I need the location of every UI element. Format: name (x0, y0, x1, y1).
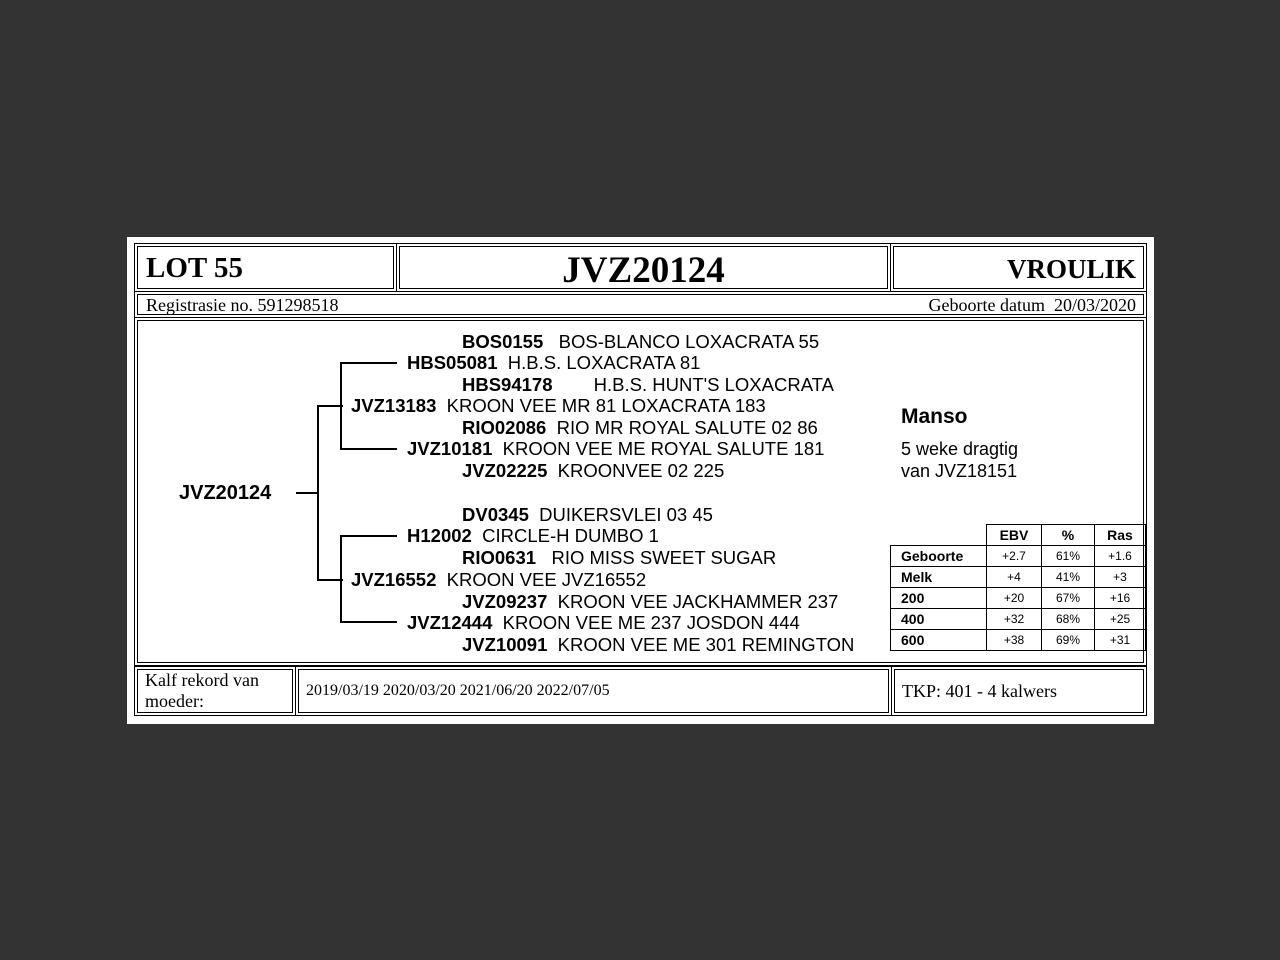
pedigree-sire-dam-sire: RIO02086 RIO MR ROYAL SALUTE 02 86 (462, 417, 818, 438)
ebv-value: +4 (987, 567, 1042, 588)
pedigree-sire: JVZ13183 KROON VEE MR 81 LOXACRATA 183 (351, 395, 766, 416)
sex-cell (890, 243, 1147, 292)
registration-label: Registrasie no. (146, 295, 253, 315)
ebv-table (890, 524, 1146, 651)
pedigree-sire-sire-dam: HBS94178 H.B.S. HUNT'S LOXACRATA (462, 374, 834, 395)
ebv-value: +20 (987, 588, 1042, 609)
animal-id-title: JVZ20124 (562, 250, 725, 291)
ebv-breed-avg: +31 (1095, 630, 1146, 651)
ebv-row-label: Geboorte (891, 546, 987, 567)
ebv-breed-avg: +1.6 (1095, 546, 1146, 567)
lot-card (127, 237, 1154, 724)
ebv-header-ras: Ras (1095, 525, 1146, 546)
pedigree-dam-sire-sire: DV0345 DUIKERSVLEI 03 45 (462, 504, 713, 525)
birth-date: 20/03/2020 (1053, 295, 1136, 315)
ebv-value: +32 (987, 609, 1042, 630)
id-cell (396, 243, 891, 292)
ebv-row (891, 567, 1146, 588)
ebv-row-label: 200 (891, 588, 987, 609)
ebv-row (891, 630, 1146, 651)
calf-record-dates-cell (295, 666, 892, 716)
lot-cell (134, 243, 397, 292)
ebv-row (891, 609, 1146, 630)
pedigree-dam-sire: H12002 CIRCLE-H DUMBO 1 (407, 525, 659, 546)
pedigree-animal: JVZ20124 (179, 482, 272, 504)
pregnancy-status: 5 weke dragtig (901, 439, 1019, 459)
birth-date-text (929, 295, 1136, 316)
registration-number: 591298518 (257, 295, 339, 315)
ebv-accuracy: 67% (1042, 588, 1095, 609)
pedigree-dam: JVZ16552 KROON VEE JVZ16552 (351, 569, 647, 590)
pedigree-dam-dam: JVZ12444 KROON VEE ME 237 JOSDON 444 (407, 612, 800, 633)
lot-number: LOT 55 (146, 252, 243, 284)
pedigree-dam-dam-dam: JVZ10091 KROON VEE ME 301 REMINGTON (462, 634, 855, 655)
pedigree-sire-dam: JVZ10181 KROON VEE ME ROYAL SALUTE 181 (407, 438, 825, 459)
ebv-breed-avg: +16 (1095, 588, 1146, 609)
pedigree-dam-dam-sire: JVZ09237 KROON VEE JACKHAMMER 237 (462, 591, 839, 612)
calf-record-dates: 2019/03/19 2020/03/20 2021/06/20 2022/07/05 (306, 682, 610, 699)
ebv-header-ebv: EBV (987, 525, 1042, 546)
ebv-row (891, 546, 1146, 567)
calf-record-label: Kalf rekord van moeder: (145, 670, 259, 711)
ebv-breed-avg: +25 (1095, 609, 1146, 630)
tkp-cell (891, 666, 1147, 716)
ebv-accuracy: 41% (1042, 567, 1095, 588)
pedigree-sire-dam-dam: JVZ02225 KROONVEE 02 225 (462, 460, 725, 481)
ebv-header-pct: % (1042, 525, 1095, 546)
animal-name: Manso (901, 405, 968, 428)
ebv-breed-avg: +3 (1095, 567, 1146, 588)
ebv-row-label: 600 (891, 630, 987, 651)
tkp-value: TKP: 401 - 4 kalwers (902, 681, 1057, 701)
pregnancy-sire: van JVZ18151 (901, 461, 1018, 481)
registration-text (146, 295, 338, 316)
ebv-row (891, 588, 1146, 609)
birth-date-label: Geboorte datum (928, 295, 1045, 315)
ebv-accuracy: 69% (1042, 630, 1095, 651)
ebv-row-label: 400 (891, 609, 987, 630)
ebv-value: +38 (987, 630, 1042, 651)
ebv-accuracy: 68% (1042, 609, 1095, 630)
ebv-row-label: Melk (891, 567, 987, 588)
pedigree-dam-sire-dam: RIO0631 RIO MISS SWEET SUGAR (462, 547, 777, 568)
pedigree-sire-sire-sire: BOS0155 BOS-BLANCO LOXACRATA 55 (462, 331, 820, 352)
sex-label: VROULIK (1006, 254, 1136, 284)
registration-row (134, 291, 1147, 318)
ebv-value: +2.7 (987, 546, 1042, 567)
calf-record-label-cell (134, 666, 296, 716)
pedigree-sire-sire: HBS05081 H.B.S. LOXACRATA 81 (407, 352, 701, 373)
ebv-header-row (891, 525, 1146, 546)
ebv-accuracy: 61% (1042, 546, 1095, 567)
